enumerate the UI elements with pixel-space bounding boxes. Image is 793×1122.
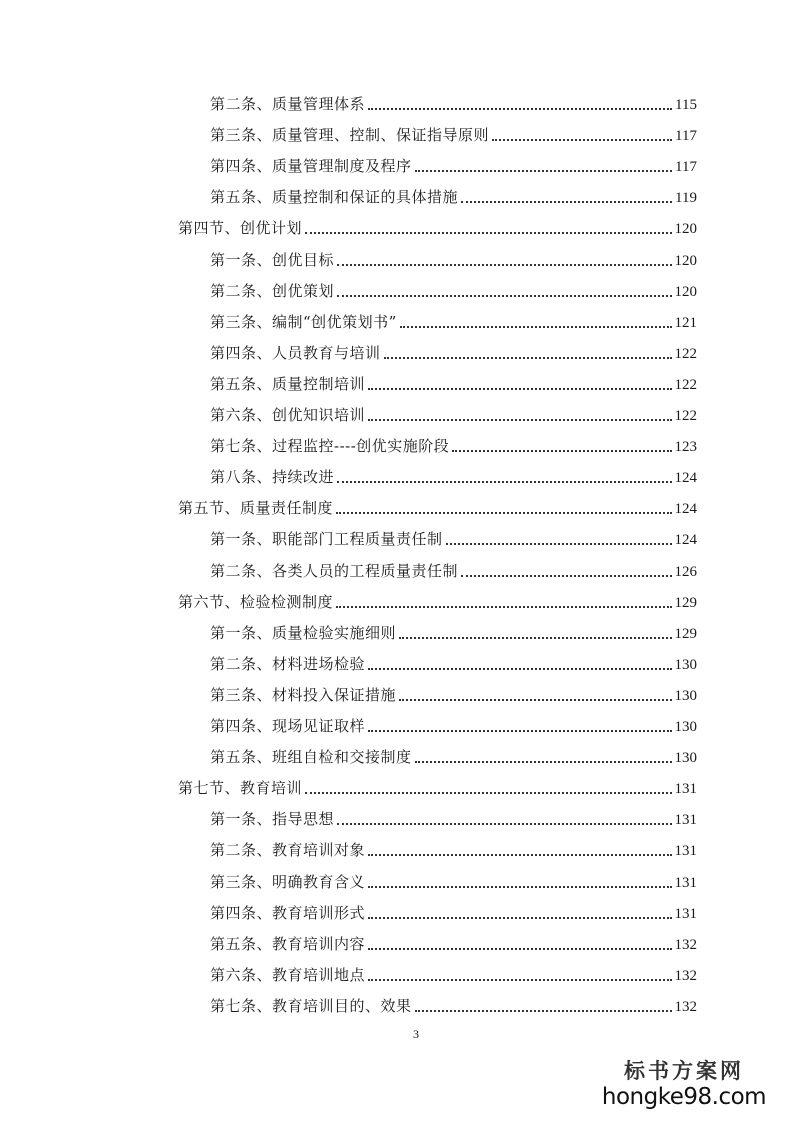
toc-entry-page: 131: [674, 781, 697, 798]
toc-article-entry[interactable]: [210, 93, 697, 115]
toc-entry-title: 第一条、质量检验实施细则: [210, 623, 397, 642]
toc-entry-page: 130: [674, 750, 697, 767]
toc-article-entry[interactable]: [210, 746, 697, 768]
toc-article-entry[interactable]: [210, 342, 697, 364]
toc-entry-page: 132: [674, 998, 697, 1015]
toc-dot-leader: [415, 169, 673, 172]
toc-entry-page: 124: [674, 532, 697, 549]
toc-article-entry[interactable]: [210, 466, 697, 488]
toc-section-entry[interactable]: [178, 777, 697, 799]
toc-entry-page: 129: [674, 594, 697, 611]
toc-dot-leader: [368, 667, 671, 670]
toc-dot-leader: [337, 822, 671, 825]
toc-dot-leader: [399, 698, 671, 701]
toc-dot-leader: [368, 418, 671, 421]
toc-dot-leader: [461, 574, 671, 577]
toc-article-entry[interactable]: [210, 964, 697, 986]
toc-entry-title: 第三条、明确教育含义: [210, 872, 366, 891]
toc-entry-page: 131: [674, 812, 697, 829]
toc-dot-leader: [336, 605, 671, 608]
toc-entry-page: 131: [674, 843, 697, 860]
toc-article-entry[interactable]: [210, 435, 697, 457]
toc-dot-leader: [305, 231, 671, 234]
toc-entry-page: 130: [674, 687, 697, 704]
toc-entry-title: 第四节、创优计划: [178, 219, 303, 238]
watermark-url: hongke98.com: [601, 1084, 767, 1110]
toc-dot-leader: [368, 107, 672, 110]
toc-entry-page: 119: [675, 190, 697, 207]
toc-article-entry[interactable]: [210, 684, 697, 706]
toc-entry-title: 第六条、教育培训地点: [210, 965, 366, 984]
toc-dot-leader: [368, 729, 671, 732]
toc-article-entry[interactable]: [210, 902, 697, 924]
toc-article-entry[interactable]: [210, 871, 697, 893]
toc-entry-page: 120: [674, 283, 697, 300]
toc-article-entry[interactable]: [210, 249, 697, 271]
toc-entry-page: 122: [674, 408, 697, 424]
toc-entry-title: 第一条、职能部门工程质量责任制: [210, 530, 443, 549]
toc-article-entry[interactable]: [210, 715, 697, 737]
toc-entry-page: 132: [674, 936, 697, 953]
toc-entry-title: 第四条、现场见证取样: [210, 717, 366, 735]
toc-entry-page: 124: [674, 501, 697, 518]
toc-dot-leader: [446, 542, 672, 545]
toc-entry-page: 126: [674, 563, 697, 580]
page-number-text: 3: [413, 1027, 419, 1041]
toc-entry-page: 120: [674, 252, 697, 269]
toc-article-entry[interactable]: [210, 186, 697, 208]
toc-entry-title: 第二条、教育培训对象: [210, 841, 366, 860]
toc-entry-title: 第七节、教育培训: [178, 779, 303, 798]
toc-dot-leader: [337, 480, 671, 483]
toc-entry-page: 124: [674, 470, 697, 487]
toc-article-entry[interactable]: [210, 528, 697, 550]
toc-article-entry[interactable]: [210, 404, 697, 426]
toc-article-entry[interactable]: [210, 653, 697, 675]
toc-dot-leader: [368, 916, 671, 919]
watermark-logo: [589, 1058, 779, 1112]
toc-dot-leader: [337, 263, 671, 266]
toc-dot-leader: [368, 947, 671, 950]
toc-dot-leader: [399, 636, 671, 639]
toc-section-entry[interactable]: [178, 497, 697, 519]
watermark-title: 标书方案网: [624, 1058, 744, 1083]
toc-entry-title: 第二条、各类人员的工程质量责任制: [210, 561, 459, 580]
toc-section-entry[interactable]: [178, 217, 697, 239]
toc-dot-leader: [415, 1009, 672, 1012]
toc-entry-title: 第五条、质量控制培训: [210, 374, 366, 393]
toc-entry-title: 第二条、创优策划: [210, 281, 335, 300]
toc-entry-title: 第五条、班组自检和交接制度: [210, 748, 412, 767]
toc-entry-title: 第七条、过程监控----创优实施阶段: [210, 437, 450, 456]
toc-article-entry[interactable]: [210, 373, 697, 395]
toc-dot-leader: [368, 885, 671, 888]
toc-section-entry[interactable]: [178, 591, 697, 613]
toc-entry-title: 第二条、材料进场检验: [210, 654, 366, 673]
toc-dot-leader: [384, 356, 672, 359]
toc-dot-leader: [492, 138, 672, 141]
toc-dot-leader: [368, 978, 671, 981]
toc-dot-leader: [368, 387, 671, 390]
toc-entry-title: 第六节、检验检测制度: [178, 592, 334, 611]
toc-entry-page: 117: [675, 128, 697, 145]
toc-dot-leader: [305, 791, 671, 794]
toc-entry-page: 122: [674, 376, 697, 393]
toc-entry-page: 131: [674, 874, 697, 891]
toc-entry-page: 117: [675, 159, 697, 176]
toc-dot-leader: [368, 853, 671, 856]
toc-entry-title: 第七条、教育培训目的、效果: [210, 996, 412, 1015]
toc-article-entry[interactable]: [210, 311, 697, 333]
toc-dot-leader: [336, 511, 671, 514]
toc-article-entry[interactable]: [210, 124, 697, 146]
toc-article-entry[interactable]: [210, 622, 697, 644]
toc-entry-title: 第五条、质量控制和保证的具体措施: [210, 188, 459, 207]
toc-entry-title: 第四条、教育培训形式: [210, 903, 366, 922]
toc-entry-title: 第三条、质量管理、控制、保证指导原则: [210, 126, 490, 145]
toc-article-entry[interactable]: [210, 839, 697, 861]
toc-entry-title: 第二条、质量管理体系: [210, 95, 366, 113]
toc-dot-leader: [415, 760, 672, 763]
toc-article-entry[interactable]: [210, 808, 697, 830]
toc-article-entry[interactable]: [210, 280, 697, 302]
toc-entry-title: 第四条、人员教育与培训: [210, 343, 381, 362]
toc-dot-leader: [452, 449, 671, 452]
toc-entry-page: 121: [674, 314, 697, 331]
toc-entry-title: 第五条、教育培训内容: [210, 934, 366, 953]
toc-entry-page: 115: [675, 97, 697, 113]
toc-article-entry[interactable]: [210, 995, 697, 1017]
toc-entry-title: 第八条、持续改进: [210, 468, 335, 487]
toc-entry-page: 131: [674, 905, 697, 922]
toc-entry-page: 123: [674, 439, 697, 456]
toc-entry-title: 第一条、创优目标: [210, 250, 335, 269]
toc-entry-title: 第三条、编制“创优策划书”: [210, 312, 397, 331]
toc-entry-page: 129: [674, 625, 697, 642]
toc-article-entry[interactable]: [210, 560, 697, 582]
toc-entry-title: 第四条、质量管理制度及程序: [210, 157, 412, 176]
toc-entry-page: 130: [674, 656, 697, 673]
toc-article-entry[interactable]: [210, 155, 697, 177]
toc-entry-page: 132: [674, 967, 697, 984]
toc-entry-title: 第六条、创优知识培训: [210, 406, 366, 424]
toc-entry-title: 第五节、质量责任制度: [178, 499, 334, 518]
toc-entry-page: 122: [674, 345, 697, 362]
toc-entry-title: 第一条、指导思想: [210, 810, 335, 829]
toc-dot-leader: [400, 325, 672, 328]
toc-dot-leader: [461, 200, 672, 203]
toc-article-entry[interactable]: [210, 933, 697, 955]
toc-entry-page: 120: [674, 221, 697, 238]
toc-dot-leader: [337, 294, 671, 297]
toc-entry-title: 第三条、材料投入保证措施: [210, 685, 397, 704]
toc-entry-page: 130: [674, 719, 697, 735]
